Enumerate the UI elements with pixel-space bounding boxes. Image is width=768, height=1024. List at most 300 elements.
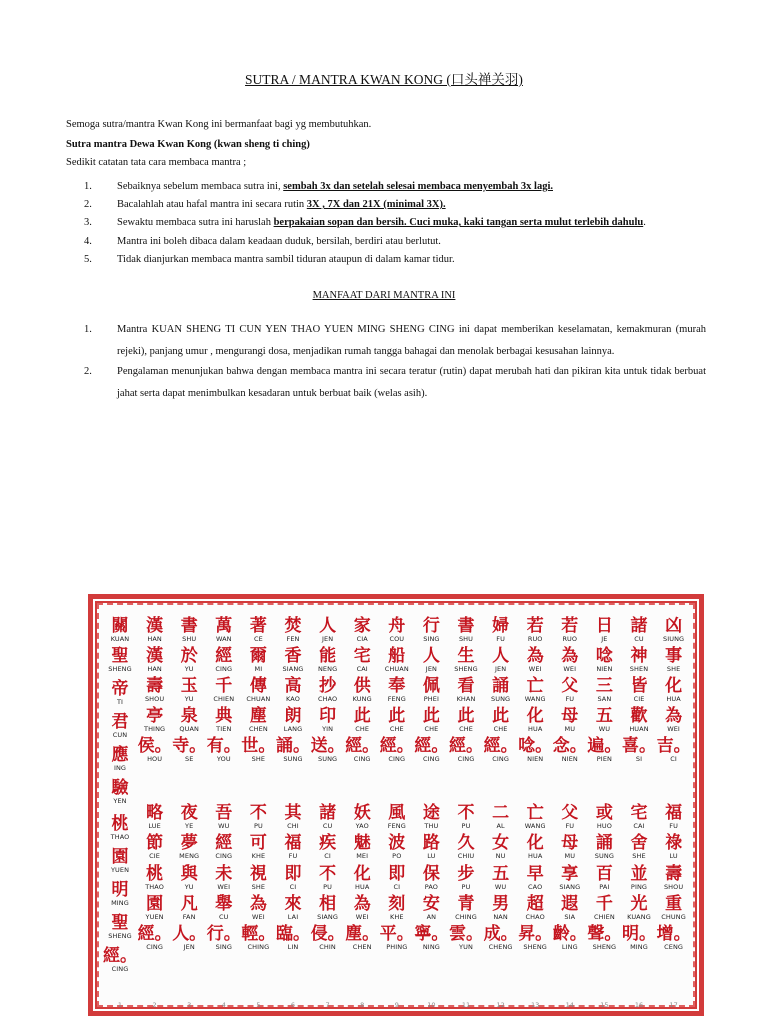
step-emphasis: 3X , 7X dan 21X (minimal 3X). [306,199,446,210]
romanization: FEN [286,635,300,643]
mantra-cell [587,925,621,951]
hanzi-char: 此 [388,706,406,727]
hanzi-char: 並 [630,863,648,884]
mantra-cell [241,707,275,733]
romanization: YIN [322,725,334,734]
mantra-cell [553,707,587,733]
mantra-cell [207,925,241,951]
romanization: SHOU [144,695,165,704]
hanzi-char: 印 [319,706,337,727]
hanzi-char: 於 [180,646,198,667]
hanzi-char: 久 [457,833,475,854]
romanization: SIANG [559,882,581,891]
romanization: CHAO [525,912,545,921]
hanzi-char: 香 [284,646,302,667]
benefit-text: Pengalaman menunjukan bahwa dengan membaca mantra ini secara teratur (rutin) dapat merubah hati dan pikiran kita untuk tidak berbuat jahat serta dapat menimbulkan kesadaran untuk berbuat baik (welas asih). [117,366,706,399]
column-number: 4 [221,1001,226,1009]
hanzi-char: 雲。 [449,923,483,944]
romanization: YU [184,882,194,891]
mantra-cell [414,895,448,921]
mantra-cell [657,895,691,921]
column-number: 13 [531,1001,540,1009]
column-number: 8 [360,1001,365,1009]
hanzi-char: 增。 [656,923,691,944]
romanization: WEI [563,665,577,674]
romanization: SUNG [283,755,303,764]
romanization: CENG [664,942,684,951]
mantra-cell [345,925,379,951]
mantra-cell [449,617,483,643]
mantra-cell [172,677,206,703]
mantra-cell [241,865,275,891]
mantra-cell [622,834,656,860]
mantra-cell [207,895,241,921]
hanzi-char: 看 [457,676,475,697]
hanzi-char: 寧。 [414,923,449,944]
romanization: TI [116,698,124,707]
hanzi-char: 步 [457,863,475,884]
hanzi-char: 宅 [630,803,648,824]
mantra-cell [553,895,587,921]
mantra-cell [553,804,587,830]
romanization: KUANG [627,912,651,921]
romanization: CIA [356,635,368,643]
hanzi-char: 為 [526,646,544,667]
romanization: CHING [455,912,477,921]
intro-text: Semoga sutra/mantra Kwan Kong ini bermanfaat bagi yg membutuhkan. [66,119,372,130]
hanzi-char: 經。 [414,736,449,757]
romanization: JEN [425,665,437,674]
mantra-cell [345,617,379,643]
title-cell [103,779,137,805]
hanzi-char: 化 [526,833,544,854]
mantra-cell [657,647,691,673]
mantra-cell [207,707,241,733]
romanization: CAI [356,665,368,674]
mantra-cell [587,737,621,763]
romanization: CU [219,912,229,921]
hanzi-char: 此 [457,706,475,727]
hanzi-char: 此 [422,706,440,727]
mantra-cell [414,737,448,763]
column-number: 14 [565,1001,574,1009]
romanization: WEI [355,912,369,921]
hanzi-char: 平。 [379,923,414,944]
romanization: CING [388,755,406,764]
hanzi-char: 諸 [630,616,648,636]
hanzi-char: 萬 [215,616,233,636]
romanization: CHE [459,725,473,734]
hanzi-char: 事 [665,646,683,667]
romanization: CIE [149,852,161,861]
romanization: YE [185,822,194,831]
romanization: MU [564,852,576,861]
romanization: MENG [179,852,200,861]
hanzi-char: 傳 [249,676,267,697]
romanization: LANG [283,725,303,734]
hanzi-char: 即 [284,863,302,884]
hanzi-char: 宅 [353,646,371,667]
romanization: NING [422,942,440,951]
title-cell [103,680,137,706]
step-text [117,199,446,210]
step-number: 5. [84,254,92,265]
hanzi-char: 或 [595,803,613,824]
hanzi-char: 二 [492,803,510,824]
mantra-cell [414,834,448,860]
mantra-cell [553,834,587,860]
hanzi-char: 此 [353,706,371,727]
subtitle: Sutra mantra Dewa Kwan Kong (kwan sheng ti ching) [66,139,310,150]
mantra-cell [622,647,656,673]
mantra-cell [518,834,552,860]
hanzi-char: 侯。 [137,736,172,757]
mantra-cell [241,647,275,673]
romanization: LAI [287,912,299,921]
romanization: CHUAN [384,665,409,674]
romanization: CU [634,635,644,643]
romanization: MEI [356,852,369,861]
mantra-cell [553,677,587,703]
hanzi-char: 此 [492,706,510,727]
hanzi-char: 為 [353,893,371,914]
mantra-cell [449,804,483,830]
hanzi-char: 行。 [206,923,241,944]
step-number: 1. [84,181,92,192]
hanzi-char: 聲。 [587,923,622,944]
hanzi-char: 若 [526,616,544,636]
hanzi-char: 不 [249,803,267,824]
romanization: FU [565,822,575,831]
mantra-cell [587,804,621,830]
hanzi-char: 百 [595,863,613,884]
hanzi-char: 父 [561,803,579,824]
romanization: PING [630,882,648,891]
mantra-cell [414,707,448,733]
romanization: YUEN [145,912,164,921]
mantra-cell [345,804,379,830]
romanization: CING [215,852,233,861]
hanzi-char: 福 [284,833,302,854]
mantra-cell [241,834,275,860]
romanization: HAN [147,665,162,674]
hanzi-char: 齡。 [552,923,587,944]
romanization: SUNG [594,852,614,861]
mantra-cell [380,677,414,703]
hanzi-char: 奉 [388,676,406,697]
hanzi-char: 母 [561,706,579,727]
hanzi-char: 人 [422,646,440,667]
romanization: YUEN [110,866,130,875]
mantra-cell [622,617,656,643]
hanzi-char: 焚 [284,616,302,636]
mantra-cell [380,617,414,643]
hanzi-char: 舟 [388,616,406,636]
romanization: JEN [495,665,507,674]
mantra-cell [484,677,518,703]
romanization: SUNG [491,695,511,704]
romanization: CHE [424,725,439,734]
mantra-cell [518,925,552,951]
romanization: MING [630,942,648,951]
romanization: CU [322,822,333,831]
mantra-cell [622,804,656,830]
mantra-cell [587,647,621,673]
hanzi-char: 化 [353,863,371,884]
hanzi-char: 輕。 [241,923,276,944]
hanzi-char: 佩 [422,676,440,697]
hanzi-char: 抄 [319,676,337,697]
romanization: AL [496,822,505,831]
romanization: YUN [459,942,473,951]
column-number: 12 [496,1001,505,1009]
romanization: SIANG [282,665,304,674]
hanzi-char: 經。 [483,736,518,757]
hanzi-char: 爾 [249,646,267,667]
romanization: CHEN [248,725,268,734]
mantra-cell [484,707,518,733]
mantra-cell [207,617,241,643]
hanzi-char: 亭 [146,706,164,727]
mantra-cell [311,865,345,891]
mantra-cell [311,737,345,763]
hanzi-char: 經。 [449,736,483,757]
column-number: 7 [325,1001,330,1009]
hanzi-char: 舉 [215,893,233,914]
romanization: HUA [527,852,543,861]
mantra-cell [449,677,483,703]
romanization: PU [461,882,471,891]
hanzi-char: 高 [284,676,302,697]
step-number: 3. [84,217,92,228]
hanzi-char: 皆 [630,676,648,697]
romanization: HUA [527,725,543,734]
hanzi-char: 人。 [172,923,207,944]
hanzi-char: 青 [457,893,475,914]
mantra-cell [518,617,552,643]
romanization: THAO [145,882,164,891]
romanization: SIA [564,912,576,921]
romanization: CAO [528,882,543,891]
romanization: MING [111,899,129,908]
mantra-cell [380,647,414,673]
romanization: PO [392,852,402,861]
romanization: CHE [493,725,508,734]
page-title: SUTRA / MANTRA KWAN KONG (口头禅关羽) [245,72,523,87]
hanzi-char: 來 [284,893,302,914]
mantra-cell [587,617,621,643]
hanzi-char: 節 [146,833,164,854]
hanzi-char: 朗 [284,706,302,727]
romanization: KHAN [456,695,476,704]
romanization: SING [215,942,232,951]
hanzi-char: 唸。 [518,736,553,757]
column-number: 3 [187,1001,192,1009]
romanization: YOU [216,755,231,764]
mantra-cell [414,647,448,673]
hanzi-char: 為 [665,706,683,727]
step-number: 2. [84,199,92,210]
mantra-cell [172,617,206,643]
title-cell [103,617,137,643]
title-cell [103,746,137,772]
mantra-cell [276,925,310,951]
column-number: 10 [427,1001,436,1009]
romanization: CE [253,635,263,643]
mantra-cell [484,834,518,860]
column-number: 9 [394,1001,399,1009]
romanization: CI [393,882,401,891]
mantra-cell [380,925,414,951]
hanzi-char: 泉 [180,706,198,727]
romanization: MU [564,725,576,734]
romanization: CI [289,882,297,891]
mantra-cell [587,834,621,860]
mantra-cell [172,647,206,673]
romanization: NIEN [596,665,613,674]
mantra-cell [414,677,448,703]
step-text-part: Sebaiknya sebelum membaca sutra ini, [117,181,284,192]
mantra-cell [345,737,379,763]
romanization: CAI [633,822,645,831]
romanization: SIANG [317,912,339,921]
hanzi-char: 壽 [665,863,683,884]
romanization: WU [598,725,611,734]
mantra-cell [380,804,414,830]
hanzi-char: 臨。 [276,923,310,944]
hanzi-char: 可 [249,833,267,854]
mantra-cell [518,865,552,891]
hanzi-char: 化 [526,706,544,727]
mantra-cell [311,707,345,733]
hanzi-char: 喜。 [622,736,656,757]
hanzi-char: 送。 [310,736,345,757]
hanzi-char: 玉 [180,676,198,697]
column-number: 16 [634,1001,644,1009]
hanzi-char: 波 [388,833,406,854]
hanzi-char: 帝 [111,679,129,700]
hanzi-char: 安 [422,893,440,914]
romanization: PHING [386,942,408,951]
mantra-cell [207,647,241,673]
hanzi-char: 與 [180,863,198,884]
romanization: SHE [632,852,646,861]
hanzi-char: 途 [422,803,440,824]
romanization: WAN [215,635,232,643]
romanization: CHUAN [246,695,271,704]
hanzi-char: 書 [457,616,475,636]
romanization: HUAN [629,725,649,734]
romanization: AN [426,912,437,921]
romanization: SHENG [592,942,617,951]
mantra-cell [311,925,345,951]
column-number: 5 [256,1001,261,1009]
romanization: FU [669,822,678,831]
hanzi-char: 五 [492,863,510,884]
title-cell [103,713,137,739]
mantra-cell [449,647,483,673]
hanzi-char: 歡 [630,706,648,727]
hanzi-char: 應 [111,745,129,766]
romanization: NENG [317,665,338,674]
romanization: SHOU [663,882,684,891]
mantra-cell [380,707,414,733]
hanzi-char: 誦 [492,676,510,697]
hanzi-char: 千 [595,893,613,914]
romanization: KHE [251,852,266,861]
romanization: CING [492,755,509,764]
hanzi-char: 視 [249,863,267,884]
column-number: 17 [669,1001,678,1009]
romanization: HOU [147,755,163,764]
step-emphasis: berpakaian sopan dan bersih. Cuci muka, kaki tangan serta mulut terlebih dahulu [273,217,644,228]
hanzi-char: 經 [215,833,233,854]
section-title: MANFAAT DARI MANTRA INI [312,290,456,301]
romanization: NIEN [527,755,544,764]
mantra-cell [553,617,587,643]
romanization: CHAO [317,695,338,704]
hanzi-char: 吉。 [656,736,691,757]
romanization: KHE [390,912,404,921]
romanization: SHE [666,665,681,674]
romanization: SHE [251,882,266,891]
hanzi-char: 其 [284,803,302,824]
mantra-cell [311,834,345,860]
romanization: PIEN [596,755,612,764]
mantra-cell [138,895,172,921]
hanzi-char: 漢 [146,616,164,636]
hanzi-char: 昇。 [518,923,553,944]
hanzi-char: 不 [319,863,337,884]
mantra-cell [138,737,172,763]
mantra-cell [276,647,310,673]
mantra-cell [622,737,656,763]
mantra-cell [276,737,310,763]
mantra-cell [138,677,172,703]
romanization: HUO [596,822,612,831]
hanzi-char: 君 [111,712,129,733]
romanization: TIEN [216,725,232,734]
mantra-cell [484,865,518,891]
romanization: WU [494,882,507,891]
mantra-cell [311,804,345,830]
mantra-cell [622,707,656,733]
hanzi-char: 經。 [103,946,137,967]
romanization: CING [111,965,129,974]
mantra-cell [587,707,621,733]
mantra-cell [657,865,691,891]
hanzi-char: 保 [422,863,440,884]
romanization: KUNG [352,695,372,704]
romanization: YEN [113,797,127,806]
hanzi-char: 超 [526,893,544,914]
mantra-cell [657,707,691,733]
hanzi-char: 妖 [353,803,371,824]
romanization: SUNG [318,755,338,764]
hanzi-char: 未 [215,863,233,884]
romanization: FENG [387,695,406,704]
title-cell [103,881,137,907]
hanzi-char: 著 [249,616,267,636]
mantra-cell [449,925,483,951]
romanization: WEI [217,882,231,891]
mantra-cell [276,895,310,921]
hanzi-char: 園 [146,893,164,914]
hanzi-char: 婦 [492,616,510,636]
romanization: CING [146,942,163,951]
romanization: NIEN [561,755,578,764]
mantra-cell [553,647,587,673]
